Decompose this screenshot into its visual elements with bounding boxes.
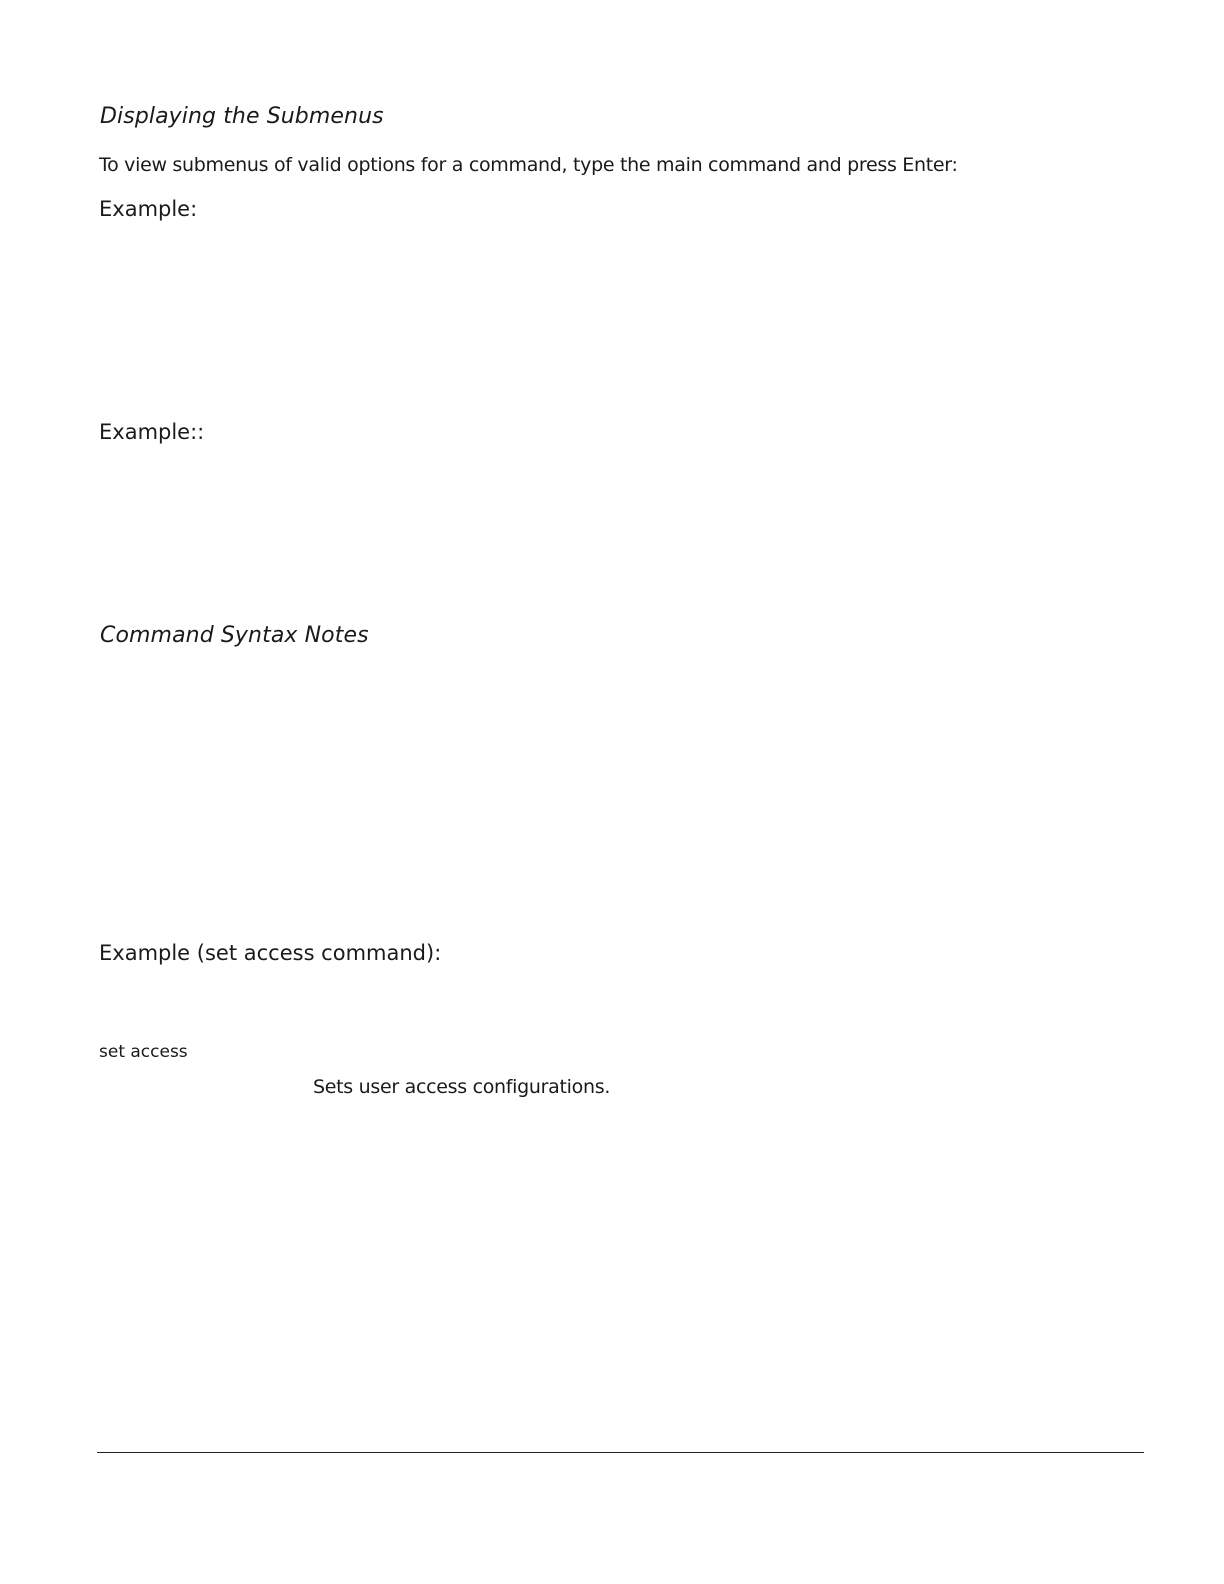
set-access-command: set access — [99, 1042, 188, 1062]
submenus-intro — [99, 154, 958, 176]
example-label-1: Example: — [99, 197, 198, 221]
enter-key-label: Enter — [902, 154, 952, 176]
submenus-heading: Displaying the Submenus — [100, 104, 384, 129]
intro-suffix: : — [951, 154, 958, 176]
submenus-intro-text: To view submenus of valid options for a command, type the main command and press — [99, 154, 897, 176]
set-access-example-label: Example (set access command): — [99, 941, 442, 965]
set-access-description: Sets user access configurations. — [313, 1076, 611, 1098]
example-label-2: Example:: — [99, 420, 205, 444]
footer-divider — [97, 1452, 1144, 1453]
syntax-notes-heading: Command Syntax Notes — [100, 623, 369, 648]
